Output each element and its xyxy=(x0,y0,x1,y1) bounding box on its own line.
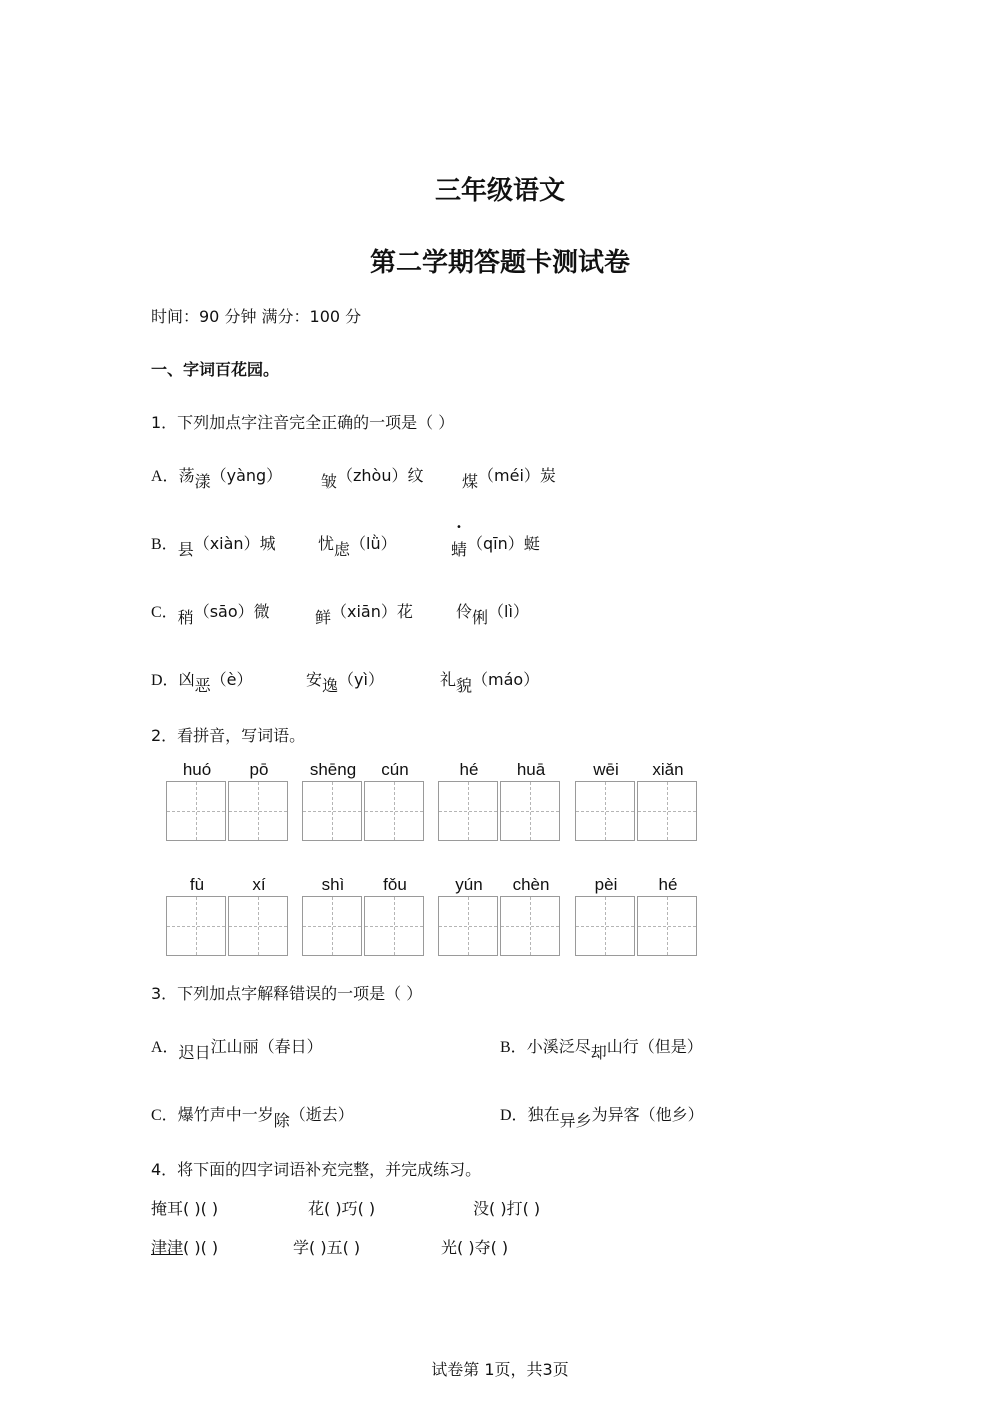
pinyin-label: chèn xyxy=(512,875,550,894)
pinyin-label: shēng xyxy=(309,760,357,779)
writing-box[interactable] xyxy=(575,896,635,956)
pinyin-label: pō xyxy=(249,760,269,779)
writing-box[interactable] xyxy=(500,896,560,956)
question-1-stem: 1．下列加点字注音完全正确的一项是（ ） xyxy=(151,413,455,432)
writing-box[interactable] xyxy=(166,896,226,956)
pinyin-label: huā xyxy=(516,760,546,779)
writing-box[interactable] xyxy=(228,781,288,841)
idiom-blank[interactable]: 花( )巧( ) xyxy=(308,1199,376,1218)
q1-option-b-word2: 忧虑（lǜ） xyxy=(318,534,397,559)
q3-option-b[interactable]: B．小溪泛尽却山行（但是） xyxy=(500,1037,703,1062)
writing-box[interactable] xyxy=(500,781,560,841)
writing-box[interactable] xyxy=(302,896,362,956)
idiom-blank[interactable]: 没( )打( ) xyxy=(473,1199,541,1218)
writing-box[interactable] xyxy=(166,781,226,841)
writing-box[interactable] xyxy=(637,896,697,956)
pinyin-label: hé xyxy=(459,760,479,779)
question-4-stem: 4．将下面的四字词语补充完整，并完成练习。 xyxy=(151,1160,482,1179)
writing-box[interactable] xyxy=(364,896,424,956)
section-heading: 一、字词百花园。 xyxy=(151,360,280,379)
underlined-word: 津津 xyxy=(151,1238,184,1257)
idiom-blank[interactable]: 掩耳( )( ) xyxy=(151,1199,219,1218)
q1-option-d-word3: 礼貌（máo） xyxy=(440,670,540,695)
emphasis-dot: 蜻 xyxy=(451,540,468,559)
q3-option-d[interactable]: D．独在异乡为异客（他乡） xyxy=(500,1105,704,1130)
q1-option-a-word2: 皱（zhòu）纹 xyxy=(321,466,424,491)
question-3-stem: 3．下列加点字解释错误的一项是（ ） xyxy=(151,984,423,1003)
writing-box[interactable] xyxy=(438,896,498,956)
page-footer: 试卷第 1页，共3页 xyxy=(431,1360,569,1379)
pinyin-label: hé xyxy=(658,875,678,894)
pinyin-label: fǒu xyxy=(383,875,407,894)
q1-option-d-word2: 安逸（yì） xyxy=(306,670,384,695)
q1-option-a-word3: 煤（méi）炭 xyxy=(462,466,556,491)
idiom-blank[interactable]: 津津( )( ) xyxy=(151,1238,219,1257)
q3-option-c[interactable]: C．爆竹声中一岁除（逝去） xyxy=(151,1105,354,1130)
q3-option-a[interactable]: A．迟日江山丽（春日） xyxy=(151,1037,323,1062)
writing-box[interactable] xyxy=(637,781,697,841)
pinyin-label: pèi xyxy=(594,875,618,894)
page-subtitle: 第二学期答题卡测试卷 xyxy=(369,248,630,278)
pinyin-label: cún xyxy=(381,760,409,779)
pinyin-label: xí xyxy=(252,875,266,894)
pinyin-label: fù xyxy=(189,875,205,894)
pinyin-label: xiǎn xyxy=(652,760,684,779)
page-title: 三年级语文 xyxy=(434,176,565,206)
q1-option-c-word3: 伶俐（lì） xyxy=(456,602,529,627)
writing-box[interactable] xyxy=(575,781,635,841)
q1-option-a[interactable]: A．荡漾（yàng） xyxy=(151,466,283,491)
q1-option-d[interactable]: D．凶恶（è） xyxy=(151,670,253,695)
q1-option-b[interactable]: B．县（xiàn）城 xyxy=(151,534,276,559)
writing-box[interactable] xyxy=(438,781,498,841)
q1-option-b-word3: 蜻（qīn）蜓 xyxy=(451,534,540,559)
pinyin-label: huó xyxy=(182,760,212,779)
writing-box[interactable] xyxy=(228,896,288,956)
idiom-blank[interactable]: 光( )夺( ) xyxy=(441,1238,509,1257)
writing-box[interactable] xyxy=(364,781,424,841)
idiom-blank[interactable]: 学( )五( ) xyxy=(293,1238,361,1257)
exam-meta: 时间：90 分钟 满分：100 分 xyxy=(151,307,362,326)
pinyin-label: yún xyxy=(455,875,483,894)
pinyin-label: shì xyxy=(321,875,345,894)
q1-option-c[interactable]: C．稍（sāo）微 xyxy=(151,602,270,627)
q1-option-c-word2: 鲜（xiān）花 xyxy=(315,602,413,627)
question-2-stem: 2．看拼音，写词语。 xyxy=(151,726,306,745)
writing-box[interactable] xyxy=(302,781,362,841)
pinyin-label: wēi xyxy=(593,760,619,779)
